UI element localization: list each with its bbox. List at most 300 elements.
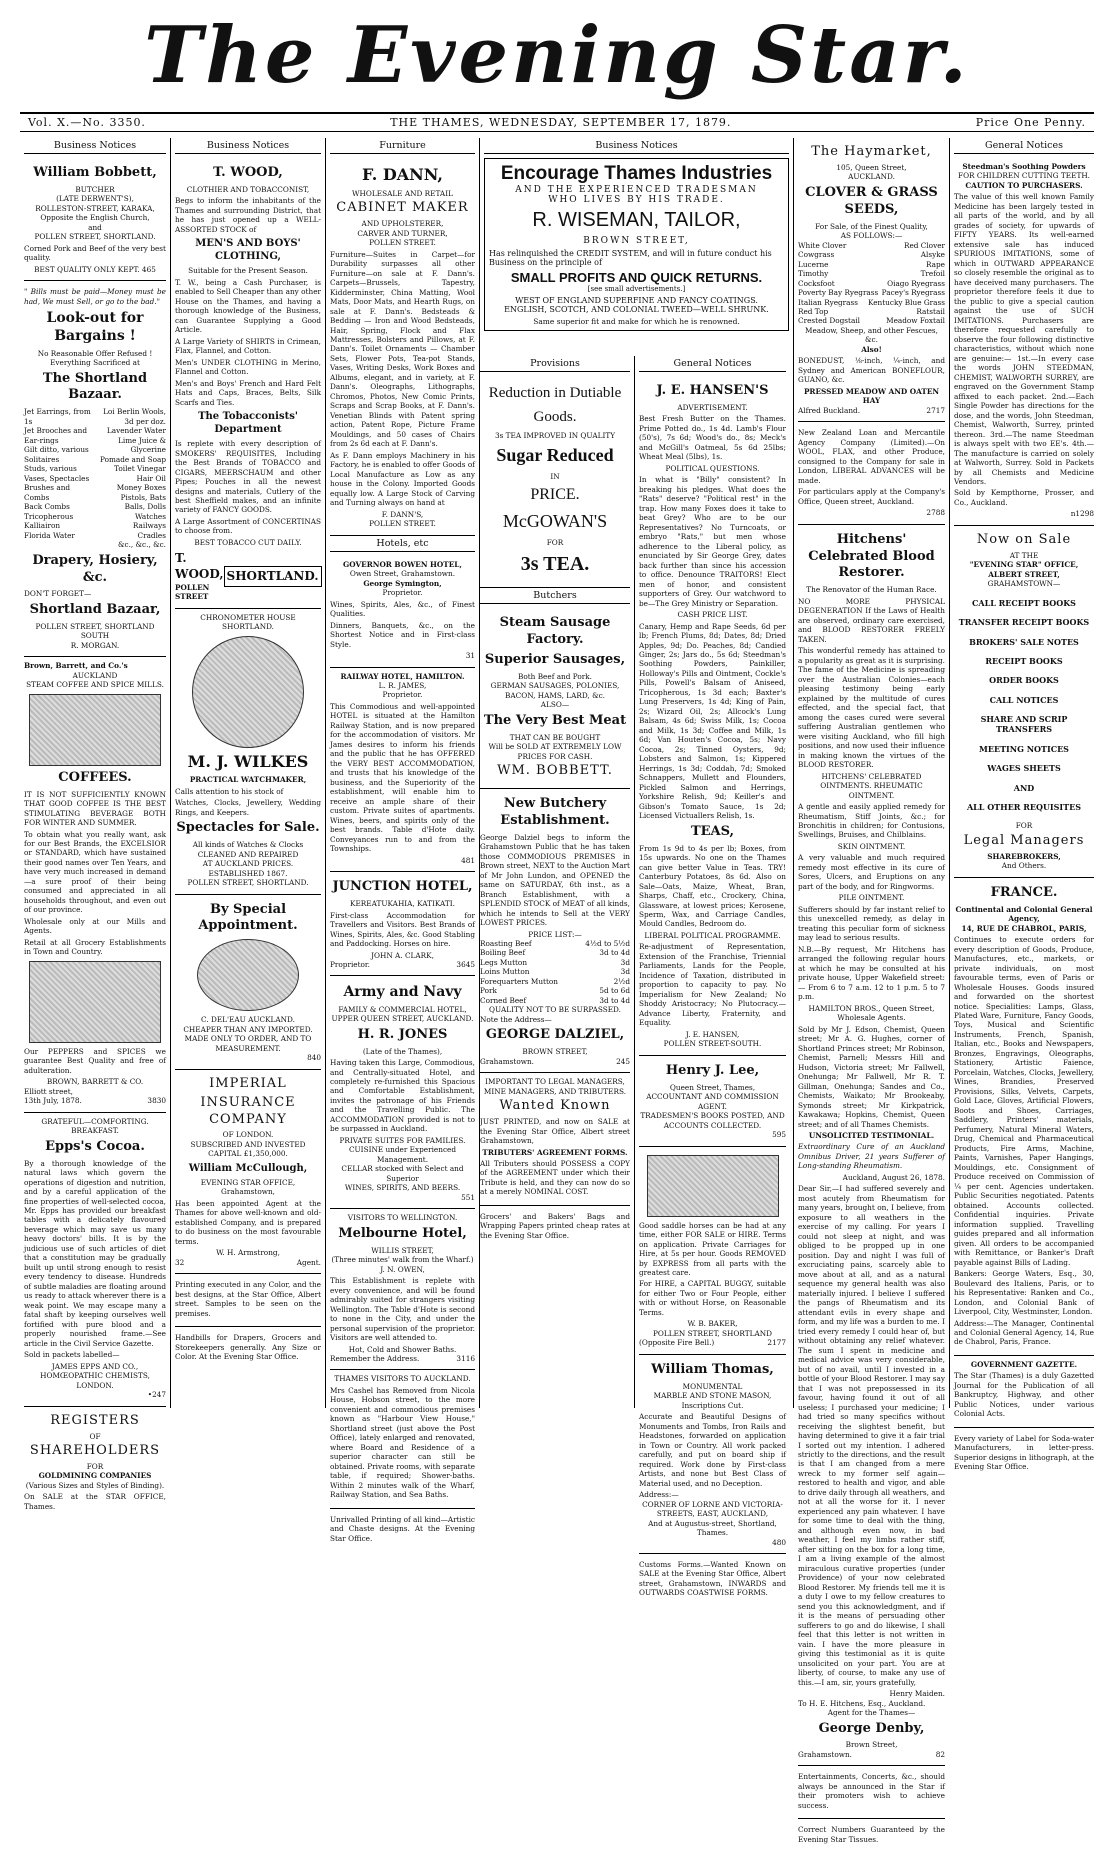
ad-hitchens [798,525,945,1767]
price-value: 3d [620,967,630,977]
ad-title: R. WISEMAN, TAILOR, [532,209,741,231]
ad-line: SHAREBROKERS, [987,851,1061,861]
ad-line: POLLEN STREET, SHORTLAND. [187,878,309,888]
ad-governor-bowen [330,556,475,668]
price-value: 3d [620,957,630,967]
column-4-left [480,356,630,1248]
section-heading: Hotels, etc [330,536,475,552]
ad-title: Goods. [533,408,577,425]
ad-body: Every variety of Label for Soda-water Manufacturers, in letter-press. Superior designs in lithograph, at the Evening Star Office. [954,1433,1094,1472]
ad-body: A Large Assortment of CONCERTINAS to choose from. [175,516,321,536]
ad-thomas [639,1355,786,1554]
ad-number: 32 [175,1257,185,1267]
ad-title: Henry J. Lee, [665,1062,760,1078]
ad-body: T. W., being a Cash Purchaser, is enabled to Sell Cheaper than any other House on the Thames, and having a thorough knowledge of the Business, can Guarantee Supplying a Good Article. [175,277,321,335]
ad-line: (Opposite Fire Bell.) [639,1338,715,1348]
ad-title: SHORTLAND. [224,566,322,588]
ad-body: Address:—The Manager, Continental and Colonial General Agency, 14, Rue de Chabrol, Paris, France. [954,1318,1094,1347]
ad-line: UPPER QUEEN STREET, AUCKLAND. [331,1014,474,1024]
ad-body: Customs Forms.—Wanted Known on SALE at the Evening Star Office, Albert street, Grahamstown, INWARDS and OUTWARDS COASTWISE FORMS. [639,1560,786,1598]
ad-sausage [480,608,630,789]
ad-line: (Late of the Thames), [362,1046,443,1056]
ad-haymarket [798,138,945,422]
ad-body: On SALE at the STAR OFFICE, Thames. [24,1492,166,1511]
ad-body: In what is "Billy" consistent? In breaking his pledges. What does the "Rats" deserve? "Political rest" in the trap. How many Foxes does it take to beat Grey? Who are to be our Representatives? No Turncoats, or embryo "Rats," but men whose adherence to the Liberal policy, as enunciated by Sir George Grey, dates back further than since his accession to office. Denounce TRAITORS! Elect men of honor, and consistent supporters of Grey. Our watchword to be—The Grey Ministry or Separation. [639,475,786,608]
ad-line: THAMES VISITORS TO AUCKLAND. [334,1374,471,1384]
seed-item: Lucerne [798,259,829,269]
ad-line: POLLEN STREET-SOUTH. [663,1039,762,1049]
ad-body: IT IS NOT SUFFICIENTLY KNOWN THAT GOOD COFFEE IS THE BEST STIMULATING BEVERAGE BOTH FOR WINTER AND SUMMER. [24,789,166,828]
ad-title: IMPERIAL [209,1075,287,1091]
ad-line: GRATEFUL—COMFORTING. [41,1116,149,1126]
ad-line: Proprietor. [382,588,423,598]
ad-body: A very valuable and much required remedy most effective in its cure of Sores, Ulcers, and Eruptions on any part of the body, and for Ringworms. [798,853,945,891]
ad-title: WM. BOBBETT. [497,762,613,778]
ad-line: BUTCHER [75,184,115,194]
ad-line: IMPORTANT TO LEGAL MANAGERS, MINE MANAGERS, AND TRIBUTERS. [483,1077,627,1096]
ad-number: 2788 [926,508,945,518]
price-row [480,996,630,1005]
price-row [480,958,630,967]
ad-junction-hotel [330,872,475,976]
ad-line: Opposite the English Church, [40,213,150,223]
seed-item: Meadow Foxtail [886,316,945,326]
ad-title: Epps's Cocoa. [45,1138,145,1154]
ad-body: Our PEPPERS and SPICES we guarantee Best Quality and free of adulteration. [24,1046,166,1075]
bazaar-item: Vases, Spectacles [24,473,90,483]
ad-title: George Denby, [818,1720,925,1736]
price-item: Legs Mutton [480,957,528,967]
ad-line: CLOTHIER AND TOBACCONIST, [186,184,310,194]
ad-title: SHAREHOLDERS [29,1443,161,1459]
price-value: 2½d [613,976,630,986]
ad-title: Superior Sausages, [484,651,626,667]
ad-number: n1298 [1070,509,1094,519]
ad-body: Sufferers should by far instant relief to this unexcelled remedy, as delay in treating this peculiar form of sickness may lead to serious results. [798,904,945,943]
ad-body: Good saddle horses can be had at any time, either FOR SALE or HIRE. Terms on application. Private Carriages for Hire, at 5s per hour. Goods REMOVED by EXPRESS from all parts with the greatest care. [639,1220,786,1277]
ad-title: By Special Appointment. [198,901,298,934]
ad-body: Printing executed in any Color, and the best designs, at the Star Office, Albert street. Samples to be seen on the premises. [175,1280,321,1318]
ad-body: JUST PRINTED, and now on SALE at the Evening Star Office, Albert street Grahamstown, [480,1117,630,1146]
ad-line: Also! [861,344,882,354]
carriage-illustration [647,1155,779,1217]
volume-number: Vol. X.—No. 3350. [28,116,146,129]
ad-steedman [954,158,1094,526]
ad-line: CELLAR stocked with Select and Superior [341,1164,464,1183]
column-4 [480,138,794,1598]
ad-line: Meadow, Sheep, and other Fescues, &c. [805,325,938,345]
ad-title: FRANCE. [990,884,1058,900]
seed-item: Kentucky Blue Grass [867,297,945,307]
seed-item: Cocksfoot [798,278,835,288]
seed-row [798,288,945,297]
ad-body: This Commodious and well-appointed HOTEL is situated at the Hamilton Railway Station, and is now prepared for the accommodation of visitors. Mr James desires to inform his friends and the public that he has OFFERED the VERY BEST ACCOMMODATION, and trusts that his knowledge of the business, and the Superiority of the establishment, will enable him to receive an ample share of their custom. Private suites of apartments. Wines, beers, and spirits only of the best brands. Table d'Hote daily. Conveyances run to and from the Townships. [330,701,475,854]
ad-title: Spectacles for Sale. [176,820,320,836]
place-date: THE THAMES, WEDNESDAY, SEPTEMBER 17, 1879. [390,116,732,129]
ad-line: THAT CAN BE BOUGHT [509,732,601,742]
ad-line: L. R. JAMES, [378,681,427,690]
ad-body: Has been appointed Agent at the Thames for above well-known and old-established Company, and is prepared to do business on the most favourable terms. [175,1198,321,1246]
price-row [480,948,630,957]
seed-item: Cowgrass [798,250,835,260]
ad-title: COFFEES. [58,769,132,785]
ad-bobbett [24,158,166,281]
ad-line: ALBERT STREET, [988,569,1060,579]
bazaar-item: Back Combs [24,502,70,512]
ad-number: 551 [461,1192,475,1202]
price-item: Loins Mutton [480,967,530,977]
seed-row [798,269,945,278]
ad-body: Re-adjustment of Representation, Extension of the Franchise, Triennial Parliaments, Lands for the People, Incidence of Taxation, distributed in proportion to capacity to pay. No Imperialism for New Zealand; No Shoddy Aristocracy; No Plutocracy.—Advance Liberty, Fraternity, and Equality. [639,942,786,1028]
bazaar-item: Gilt ditto, various [24,445,89,455]
ad-line: CUISINE under Experienced Management. [348,1145,457,1164]
ad-title: GOVERNOR BOWEN HOTEL, [343,559,462,569]
section-heading: General Notices [639,356,786,372]
ad-line: EVENING STAR OFFICE, [200,1177,296,1187]
seed-item: Rape [925,259,945,269]
ad-body: Corned Pork and Beef of the very best quality. [24,243,166,263]
ad-body: Unrivalled Printing of all kind—Artistic and Chaste designs. At the Evening Star Office. [330,1514,475,1543]
book-item: ALL OTHER REQUISITES [966,802,1082,813]
ad-line: SKIN OINTMENT. [837,841,906,851]
ad-line: Brown Street, [845,1740,898,1750]
ad-line: Same superior fit and make for which he is renowned. [533,317,740,326]
ad-line: PILE OINTMENT. [838,893,905,903]
ad-body: A Large Variety of SHIRTS in Crimean, Flax, Flannel, and Cotton. [175,336,321,356]
seed-row [798,279,945,288]
ad-line: Auckland, August 26, 1878. [842,1172,945,1182]
ad-line: HAMILTON BROS., Queen Street, Wholesale Agents. [808,1003,935,1023]
ad-line: LIBERAL POLITICAL PROGRAMME. [644,930,781,940]
ad-body: To obtain what you really want, ask for our Best Brands, the EXCELSIOR or STANDARD, which have sustained their good names over Ten Years, and have very much increased in demand—a sure proof of their being consumed and appreciated in all households throughout, and even out of our province. [24,829,166,915]
ad-title: Now on Sale [976,531,1072,547]
ad-line: C. DEL'EAU AUCKLAND. [201,1015,295,1025]
ad-number: 480 [772,1537,786,1547]
ad-line: WILLIS STREET, [371,1245,434,1255]
ad-line: ADVERTISEMENT. [677,402,748,412]
ad-body: Extraordinary Cure of an Auckland Omnibus Driver, 21 years Sufferer of Long-standing Rheumatism. [798,1142,945,1171]
ad-body: For HIRE, a CAPITAL BUGGY, suitable for either Two or Four People, either with or without Horse, on Reasonable Terms. [639,1279,786,1317]
book-item: ORDER BOOKS [989,675,1059,686]
ad-line: AUCKLAND. [848,172,895,182]
ad-line: For Sale, of the Finest Quality, [815,221,928,231]
ad-line: CHRONOMETER HOUSE [200,612,296,622]
ad-line: MARBLE AND STONE MASON, [653,1391,772,1401]
ad-body: New Zealand Loan and Mercantile Agency Company (Limited).—On WOOL, FLAX, and other Produce, consigned to the Company for sale in London, LIBERAL ADVANCES will be made. [798,428,945,485]
ad-hansen [639,376,786,1056]
ad-line: and [88,222,102,232]
ad-number: 3830 [147,1096,166,1106]
ad-line: WINES, SPIRITS, AND BEERS. [344,1183,461,1193]
ad-number: •247 [147,1390,166,1400]
ad-title: PRICE. [530,486,580,504]
ad-line: ESTABLISHED 1867. [208,868,288,878]
ad-line: POLLEN STREET, SHORTLAND SOUTH [35,621,155,641]
ad-line: CAUTION TO PURCHASERS. [965,180,1083,190]
ad-line: ENGLISH, SCOTCH, AND COLONIAL TWEED—WELL SHRUNK. [504,305,769,314]
ad-line: BREAKFAST. [71,1126,119,1136]
column-heading: Business Notices [175,138,321,154]
ad-title: New Butchery Establishment. [500,795,610,828]
column-heading: Business Notices [24,138,166,154]
masthead [0,0,1114,112]
ad-line: Suitable for the Present Season. [188,266,308,276]
ad-line: George Symington, [363,578,442,588]
ad-line: J. E. HANSEN, [685,1029,740,1039]
ad-line: JAMES EPPS AND CO., HOMŒOPATHIC CHEMISTS, LONDON. [40,1361,150,1390]
ad-line: F. DANN'S, [381,509,424,519]
ad-line: And Others. [1001,861,1047,871]
column-1 [20,138,171,1511]
ad-line: WEST OF ENGLAND SUPERFINE AND FANCY COATINGS. [515,296,758,305]
ad-number: 82 [935,1749,945,1759]
seed-item: Red Top [798,307,829,316]
ad-line: ROLLESTON-STREET, KARAKA, [35,203,155,213]
ad-number: 3116 [456,1353,475,1363]
column-2 [171,138,326,1408]
ad-line: Continental and Colonial General Agency, [955,904,1093,924]
bazaar-item: Lime Juice & Glycerine [118,435,166,455]
bazaar-item: Brushes and Combs [24,483,71,502]
ad-customs [639,1554,786,1606]
book-item: BROKERS' SALE NOTES [969,636,1079,647]
ad-wiseman [484,158,789,331]
ad-body: George Dalziel begs to inform the Grahamstown Public that he has taken those COMMODIOUS PREMISES in Brown street, NEXT to the Auction Mart of Mr John Lundon, and OPENED the same on SATURDAY, 6th inst., as a Branch Establishment, with a SPLENDID STOCK of MEAT of all kinds, which he intends to Sell at the VERY LOWEST PRICES. [480,832,630,928]
seed-item: Ratstail [916,307,945,316]
ad-unrivalled [330,1509,475,1551]
ad-line: Both Beef and Pork. [517,671,592,681]
ad-bazaar [24,281,166,657]
ad-line: Will be SOLD AT EXTREMELY LOW [488,742,622,752]
ad-body: Has relinquished the CREDIT SYSTEM, and will in future conduct his Business on the principle of [489,249,772,267]
ad-body: First-class Accommodation for Travellers and Visitors. Best Brands of Wines, Spirits, Ales, &c. Good Stabling and Paddocking. Horses on hire. [330,910,475,949]
ad-line: [see small advertisements.] [587,285,686,293]
ad-line: To H. E. Hitchens, Esq., Auckland. [798,1698,926,1708]
column-3 [326,138,480,1543]
ad-body: Handbills for Drapers, Grocers and Storekeepers generally. Any Size or Color. At the Evening Star Office. [175,1333,321,1362]
bazaar-item: Railways [132,521,166,531]
ad-line: FOR [546,537,564,547]
ad-title: CABINET MAKER [336,200,469,216]
bazaar-item: Tricopherous [24,511,74,521]
ad-line: AUCKLAND [72,670,118,680]
ad-body: N.B.—By request, Mr Hitchens has arranged the following regular hours at which he may be consulted at his private house, Upper Wakefield street:— From 6 to 7 a.m. 12 to 1 p.m. 5 to 7 p.m. [798,944,945,1002]
book-item: WAGES SHEETS [987,763,1061,774]
ad-body: Men's and Boys' French and Hard Felt Hats and Caps, Braces, Belts, Silk Scarfs and Ties. [175,378,321,407]
book-item: SHARE AND SCRIP TRANSFERS [980,714,1068,735]
ad-title: The Tobacconists' Department [198,411,298,436]
bazaar-item: Studs, various [24,464,77,474]
ad-line: Queen Street, Thames, [669,1082,756,1092]
ad-line: POLLEN STREET [175,582,210,602]
ad-line: AT THE [1009,550,1039,560]
ad-line: All kinds of Watches & Clocks [192,840,304,850]
seed-item: Crested Dogstail [798,316,860,326]
ad-line: STEAM COFFEE AND SPICE MILLS. [26,680,164,690]
ad-number: 31 [465,651,475,661]
ad-body: Sold in packets labelled— [24,1350,120,1360]
ad-body: Grocers' and Bakers' Bags and Wrapping Papers printed cheap rates at the Evening Star Office. [480,1211,630,1240]
ad-cashel [330,1370,475,1508]
bazaar-item: Hair Oil [136,473,166,483]
seed-row [798,241,945,250]
bazaar-items-right [93,407,166,549]
ad-line: Agent for the Thames— [827,1708,916,1718]
ad-line: CARVER AND TURNER, [357,228,448,238]
ad-title: Shortland Bazaar, [29,601,161,617]
bazaar-item: &c., &c., &c. [118,540,166,550]
ad-line: BACON, HAMS, LARD, &c. [505,690,605,700]
ad-line: OF LONDON. [222,1130,274,1140]
ad-line: Proprietor. [330,960,370,969]
seed-row [798,298,945,307]
ad-line: 14, RUE DE CHABROL, PARIS, [961,923,1087,933]
ad-body: Bankers: George Waters, Esq., 30, Boulevard des Italiens, Paris, or to his Representative: Ranken and Co., London, and Colonial Bank of Liverpool, City, Westminster, London. [954,1269,1094,1317]
ad-gazette [954,1356,1094,1428]
ad-title: William Bobbett, [33,165,157,180]
ad-line: DON'T FORGET— [24,589,92,599]
ad-number: 2177 [767,1338,786,1348]
ad-line: Grahamstown. [480,1056,534,1066]
column-4-right [634,356,786,1598]
ad-tributers [480,1073,630,1206]
ad-title: Melbourne Hotel, [338,1225,467,1241]
ad-body: The Star (Thames) is a duly Gazetted Journal for the Publication of all Bankruptcy, Highway, and other Public Notices, under various Colonial Acts. [954,1371,1094,1419]
ad-line: Address:— [639,1490,679,1500]
ad-line: WHOLESALE AND RETAIL [352,188,453,198]
ad-line: Alfred Buckland. [798,405,861,415]
ad-line: MONUMENTAL [682,1381,743,1391]
ad-entertainments [798,1766,945,1819]
columns [20,138,1098,1844]
bazaar-item: Pomade and Soap [99,454,166,464]
ad-france [954,878,1094,1356]
ad-line: SUBSCRIBED AND INVESTED [190,1139,306,1149]
ad-imperial [175,1070,321,1274]
ad-line: Grahamstown. [798,1749,852,1759]
ad-title: 3s TEA. [520,553,590,576]
seed-row [798,260,945,269]
ad-mcgowan [480,376,630,588]
book-item: MEETING NOTICES [979,743,1069,754]
ad-title: William Thomas, [651,1361,774,1377]
ad-line: BEST TOBACCO CUT DAILY. [194,537,302,547]
ad-title: F. DANN, [362,165,443,184]
ad-line: R. MORGAN. [70,640,120,650]
ad-labels [954,1428,1094,1480]
ad-title: Legal Managers [963,832,1085,848]
book-item: CALL NOTICES [989,694,1059,705]
ad-line: HITCHENS' CELEBRATED OINTMENTS. RHEUMATIC OINTMENT. [820,771,923,800]
seed-list [798,241,945,326]
ad-line: AS FOLLOWS:— [840,231,903,241]
ad-line: ACCOUNTANT AND COMMISSION AGENT. [646,1092,779,1111]
book-item: CALL RECEIPT BOOKS [972,597,1076,608]
bazaar-item: Money Boxes [116,483,166,493]
ad-number: 245 [616,1056,630,1066]
ad-title: Encourage Thames Industries [500,163,773,184]
ad-number: 2717 [926,405,945,415]
ad-title: Army and Navy [343,984,462,1001]
seed-item: Trefoil [920,269,945,279]
ad-wood [175,158,321,609]
ad-body: Best Fresh Butter on the Thames. Prime Potted do., 1s 4d. Lamb's Flour (50's), 7s 6d; Wood's do., 8s; Meck's and McGill's Oatmeal, 5s 6d 25lbs; Wheat Meal (5lbs), 1s. [639,414,786,462]
column-7 [950,138,1098,1472]
seed-row [798,250,945,259]
ad-line: AND THE EXPERIENCED TRADESMAN [515,185,758,195]
ad-body: For particulars apply at the Company's Office, Queen street, Auckland. [798,487,945,506]
ad-body: Sold by Kempthorne, Prosser, and Co., Auckland. [954,488,1094,507]
ad-title: Steam Sausage Factory. [499,615,611,647]
ad-title: INSURANCE COMPANY [200,1094,296,1127]
ad-line: FOR [86,1461,104,1471]
bazaar-item: Cradles [137,530,166,540]
ad-title: GOVERNMENT GAZETTE. [970,1359,1078,1369]
ad-grocers [480,1206,630,1248]
ad-line: Grahamstown, [221,1187,275,1197]
ad-line: PRICE LIST:— [528,929,582,939]
ad-nz-loan [798,422,945,524]
ad-line: JOHN A. CLARK, [371,950,434,960]
ad-body: Calls attention to his stock of [175,786,284,796]
ad-line: J. N. OWEN, [380,1264,425,1274]
ad-handbills [175,1327,321,1369]
price-item: Pork [480,986,497,996]
ad-line: PRIVATE SUITES FOR FAMILIES. [339,1135,466,1145]
ad-line: AT AUCKLAND PRICES. [202,859,294,869]
ad-line: WHO LIVES BY HIS TRADE. [548,195,725,205]
ad-line: POLITICAL QUESTIONS. [665,463,760,473]
column-heading: Furniture [330,138,475,154]
ad-number: 595 [772,1130,786,1140]
ad-melbourne-hotel [330,1209,475,1370]
ad-line: Note the Address— [480,1014,552,1024]
ad-title: Hitchens' Celebrated Blood Restorer. [808,531,935,581]
bazaar-item: Toilet Vinegar [114,464,166,474]
label-illustrations [29,961,161,1043]
ad-body: Mrs Cashel has Removed from Nicola House, Hobson street, to the more convenient and commodious premises known as "Harbour View House," Shortland street (just above the Post Office), lately enlarged and renovated, where Board and Residence of a superior character can still be obtained. Private rooms, with separate table, if required; Shower-baths. Within 2 minutes walk of the Wharf, Railway Station, and Sea Baths. [330,1385,475,1500]
ad-title: Sugar Reduced [496,445,614,466]
bazaar-item: Kalliairon [24,521,61,531]
ad-line: 3s TEA IMPROVED IN QUALITY [494,431,616,440]
ad-title: The Haymarket, [811,144,932,159]
ad-line: QUALITY NOT TO BE SURPASSED. [489,1005,621,1015]
price-value: 5d to 6d [599,986,630,996]
ad-title: SMALL PROFITS AND QUICK RETURNS. [510,270,763,285]
ad-line: No Reasonable Offer Refused ! Everything Sacrificed at [37,348,153,368]
ad-body: Having taken this Large, Commodious, and Centrally-situated Hotel, and completely re-furnished this Spacious and Comfortable Establishment, invites the patronage of his Friends and the Travelling Public. The ACCOMMODATION provided is not to be surpassed in Auckland. [330,1058,475,1134]
ad-body: Correct Numbers Guaranteed by the Evening Star Tissues. [798,1825,945,1844]
ad-line: Remember the Address. [330,1353,420,1363]
price: Price One Penny. [975,116,1086,129]
clock-illustration [192,636,304,748]
ad-line: CLEANED AND REPAIRED [197,849,299,859]
ad-line: OF [89,1431,101,1441]
ad-body: Entertainments, Concerts, &c., should always be announced in the Star if their promoters wish to achieve success. [798,1772,945,1810]
ad-title: Reduction in Dutiable [488,385,622,401]
price-row [480,967,630,976]
ad-line: UNSOLICITED TESTIMONIAL. [808,1131,935,1140]
seed-row [798,316,945,325]
ad-line: ALSO— [540,700,570,710]
ad-line: POLLEN STREET, SHORTLAND. [34,232,156,242]
ad-title: The Shortland Bazaar. [42,370,148,403]
ad-body: Wines, Spirits, Ales, &c., of Finest Qualities. [330,599,475,619]
ad-line: POLLEN STREET. [369,238,436,248]
ad-title: McGOWAN'S [502,511,608,532]
newspaper-title: The Evening Star. [144,10,970,101]
ad-body: A gentle and easily applied remedy for Rheumatism, Stiff Joints, &c.; for Bronchitis in children; for Contusions, Swellings, Bruises, and Chilblains. [798,802,945,840]
